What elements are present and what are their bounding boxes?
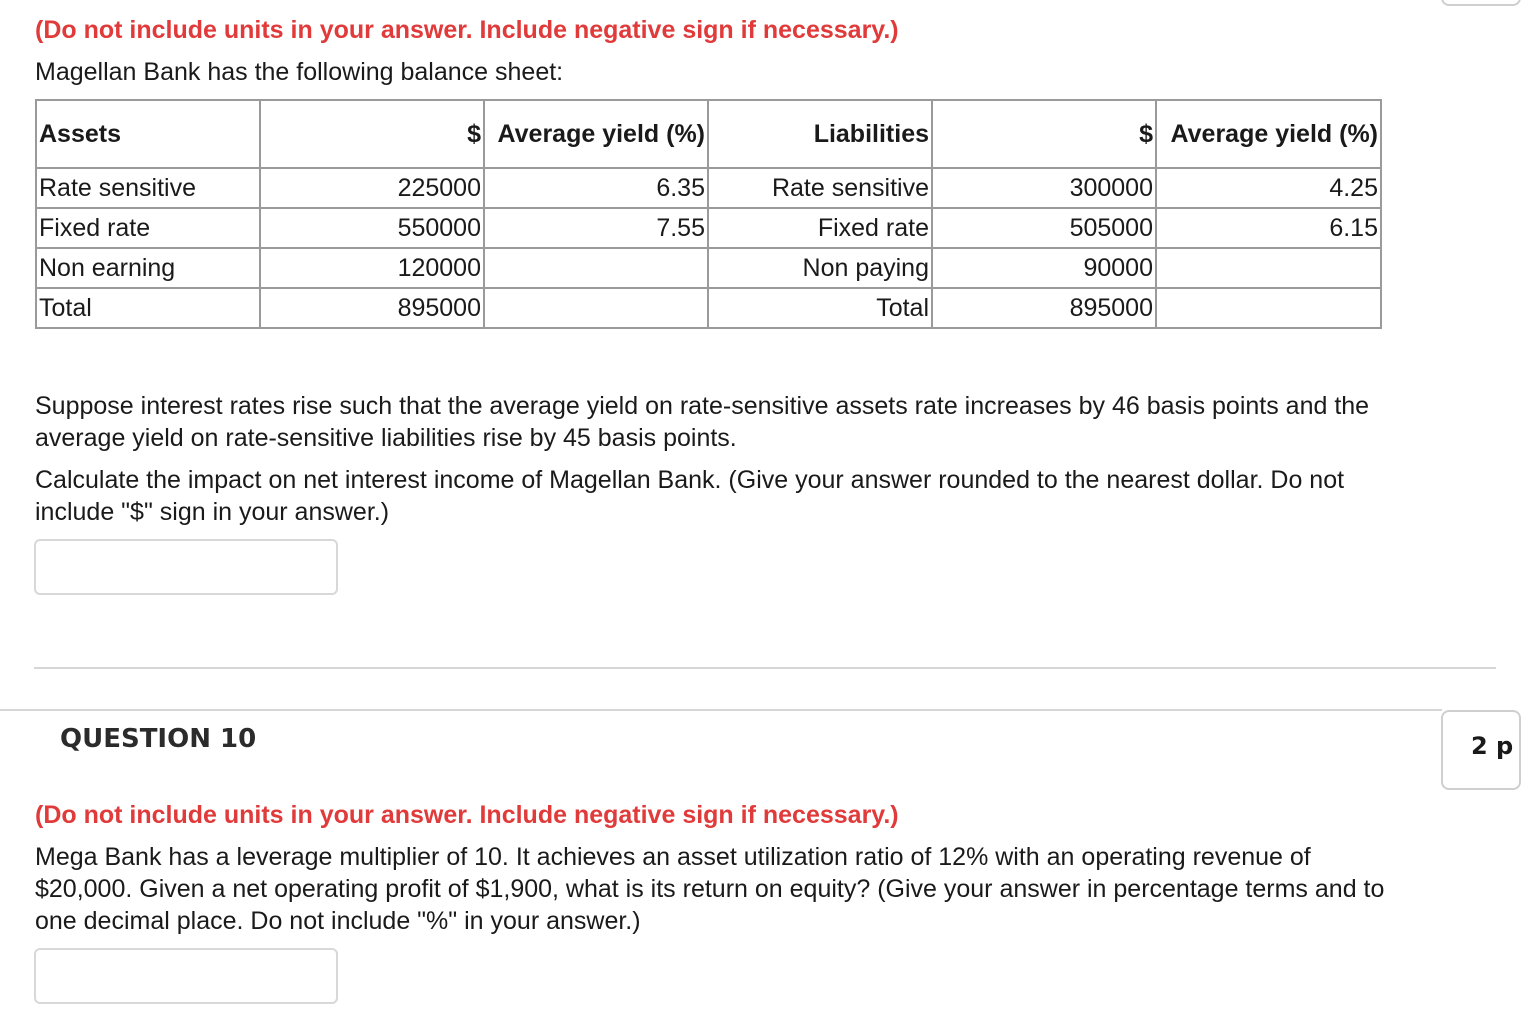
liability-amount: 895000 <box>932 288 1156 328</box>
liability-label: Total <box>708 288 932 328</box>
asset-yield: 7.55 <box>484 208 708 248</box>
liability-yield: 4.25 <box>1156 168 1381 208</box>
points-box-previous <box>1441 0 1521 6</box>
asset-amount: 120000 <box>260 248 484 288</box>
header-liabilities-yield: Average yield (%) <box>1156 100 1381 168</box>
table-row <box>36 168 1381 208</box>
asset-label: Total <box>36 288 260 328</box>
liability-amount: 505000 <box>932 208 1156 248</box>
q10-body: Mega Bank has a leverage multiplier of 10. It achieves an asset utilization ratio of 12% with an operating revenue of $20,000. Given a net operating profit of $1,900, what is its return on equity? (Give your answer in percentage terms and to one decimal place. Do not include "%" in your answer.) <box>35 843 1385 935</box>
q9-instruction: (Do not include units in your answer. Include negative sign if necessary.) <box>35 16 899 44</box>
balance-sheet-table <box>35 99 1382 329</box>
q9-scenario: Suppose interest rates rise such that the average yield on rate-sensitive assets rate increases by 46 basis points and the average yield on rate-sensitive liabilities rise by 45 basis points. <box>35 392 1370 452</box>
liability-yield <box>1156 248 1381 288</box>
asset-amount: 895000 <box>260 288 484 328</box>
header-assets-yield: Average yield (%) <box>484 100 708 168</box>
liability-amount: 90000 <box>932 248 1156 288</box>
header-assets-dollar: $ <box>260 100 484 168</box>
table-header-row <box>36 100 1381 168</box>
q10-answer-input[interactable] <box>34 948 338 1004</box>
asset-label: Fixed rate <box>36 208 260 248</box>
table-row <box>36 208 1381 248</box>
asset-yield <box>484 288 708 328</box>
asset-amount: 225000 <box>260 168 484 208</box>
liability-amount: 300000 <box>932 168 1156 208</box>
table-row <box>36 248 1381 288</box>
q9-task: Calculate the impact on net interest income of Magellan Bank. (Give your answer rounded to the nearest dollar. Do not include "$" sign in your answer.) <box>35 466 1345 526</box>
liability-label: Fixed rate <box>708 208 932 248</box>
asset-label: Non earning <box>36 248 260 288</box>
liability-yield <box>1156 288 1381 328</box>
liability-label: Non paying <box>708 248 932 288</box>
points-badge: 2 p <box>1441 710 1521 790</box>
liability-yield: 6.15 <box>1156 208 1381 248</box>
header-liabilities-dollar: $ <box>932 100 1156 168</box>
question-divider <box>34 667 1496 669</box>
q10-instruction: (Do not include units in your answer. Include negative sign if necessary.) <box>35 801 899 829</box>
asset-label: Rate sensitive <box>36 168 260 208</box>
q9-intro: Magellan Bank has the following balance sheet: <box>35 58 564 86</box>
header-assets: Assets <box>36 100 260 168</box>
asset-amount: 550000 <box>260 208 484 248</box>
asset-yield: 6.35 <box>484 168 708 208</box>
question-header-divider <box>0 709 1442 711</box>
table-row-total <box>36 288 1381 328</box>
question-title: QUESTION 10 <box>60 724 257 754</box>
q9-answer-input[interactable] <box>34 539 338 595</box>
liability-label: Rate sensitive <box>708 168 932 208</box>
header-liabilities: Liabilities <box>708 100 932 168</box>
asset-yield <box>484 248 708 288</box>
